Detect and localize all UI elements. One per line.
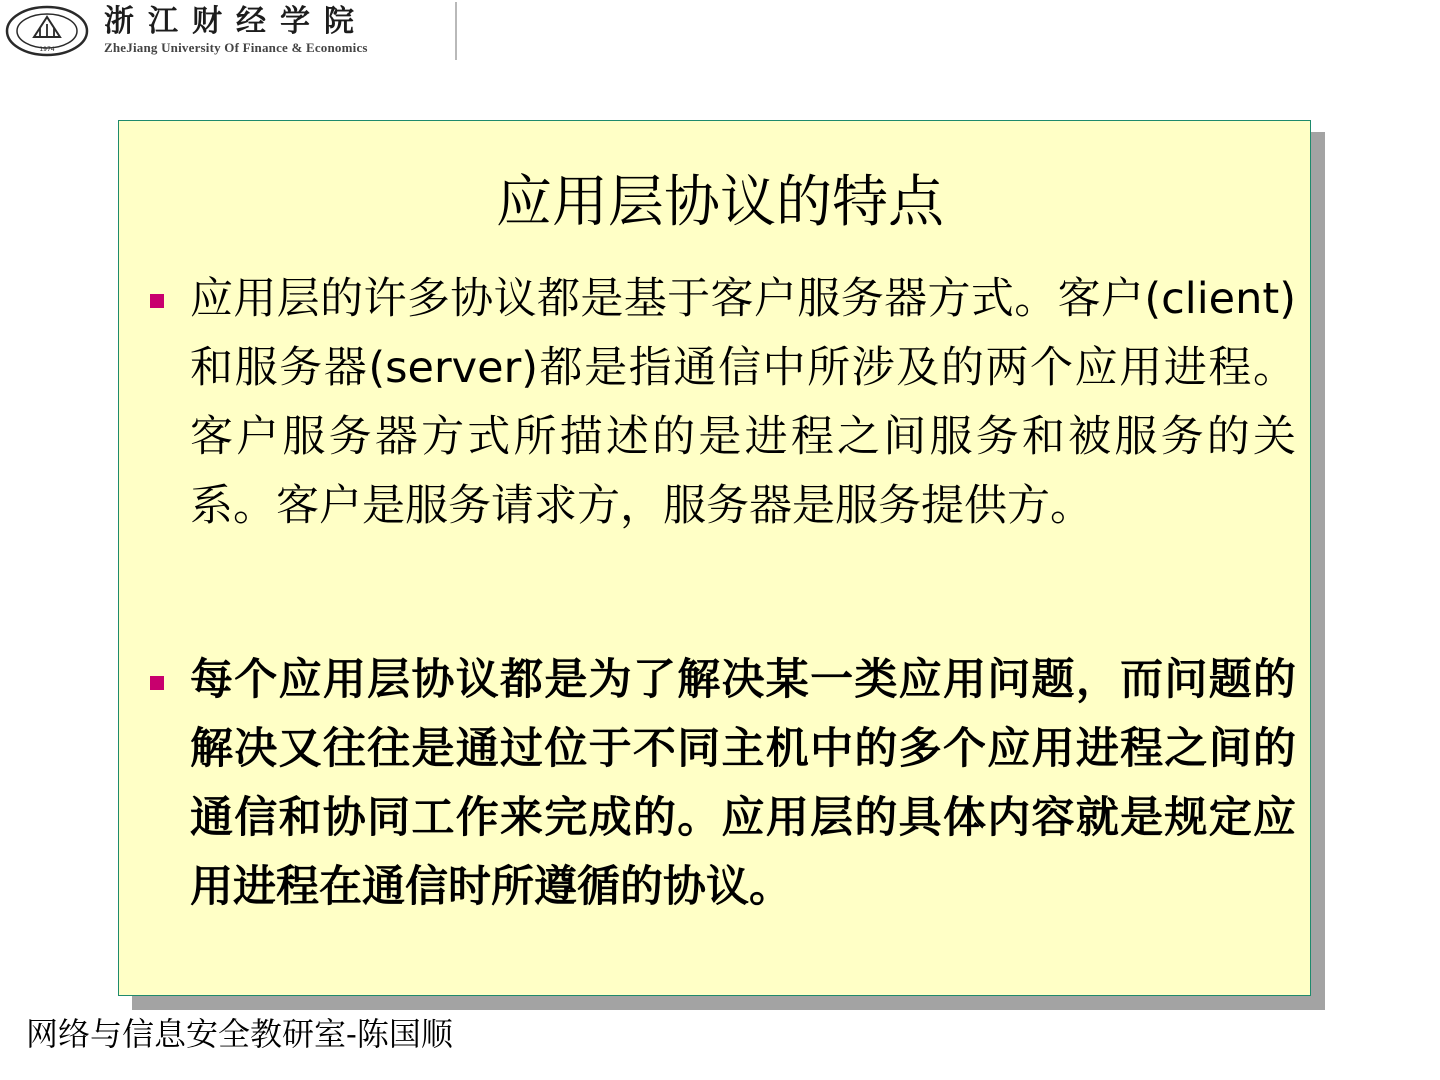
square-bullet-icon <box>150 676 164 690</box>
logo-divider <box>455 2 457 60</box>
university-seal-icon <box>4 4 90 58</box>
square-bullet-icon <box>150 294 164 308</box>
seal-year: 1974 <box>39 46 55 53</box>
school-name-english: ZheJiang University Of Finance & Economics <box>104 40 368 55</box>
bullet-paragraph-1: 应用层的许多协议都是基于客户服务器方式。客户(client)和服务器(server)都是指通信中所涉及的两个应用进程。客户服务器方式所描述的是进程之间服务和被服务的关系。客户是服务请求方，服务器是服务提供方。 <box>190 274 1296 531</box>
footer-text: 网络与信息安全教研室-陈国顺 <box>26 1015 453 1053</box>
university-logo <box>0 0 458 62</box>
slide-title: 应用层协议的特点 <box>496 170 944 235</box>
bullet-paragraph-2: 每个应用层协议都是为了解决某一类应用问题，而问题的解决又往往是通过位于不同主机中的多个应用进程之间的通信和协同工作来完成的。应用层的具体内容就是规定应用进程在通信时所遵循的协议。 <box>190 655 1296 912</box>
school-name-chinese: 浙江财经学院 <box>104 4 368 39</box>
